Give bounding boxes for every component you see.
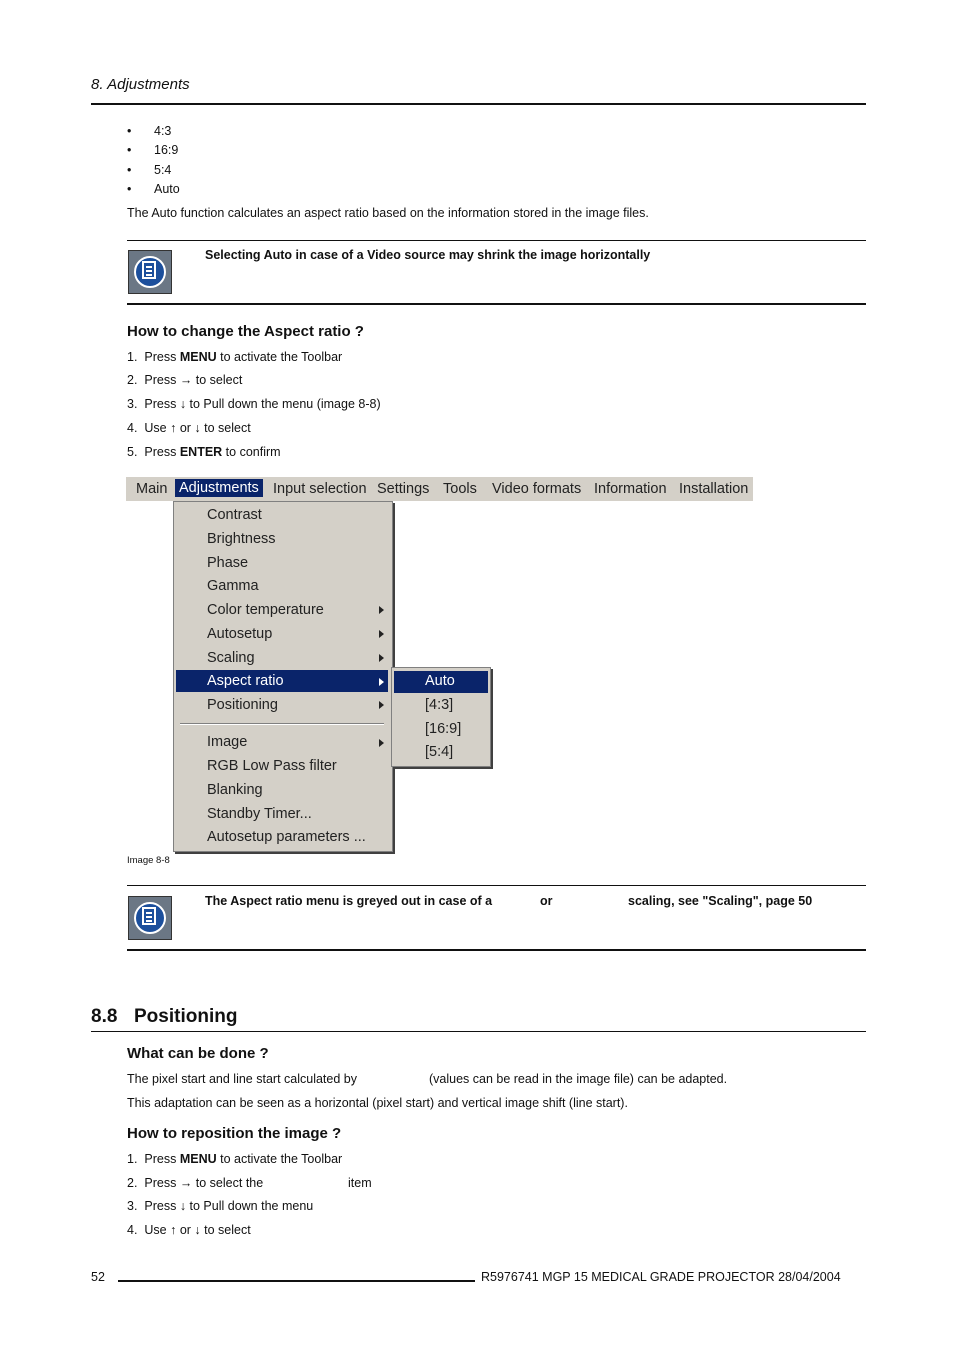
menu-item-standby-timer[interactable]: Standby Timer...	[207, 806, 312, 822]
note-rule-bottom	[127, 949, 866, 951]
submenu-item-5-4[interactable]: [5:4]	[425, 744, 454, 760]
menu-item-contrast[interactable]: Contrast	[207, 507, 262, 523]
menu-item-autosetup[interactable]: Autosetup	[207, 626, 273, 642]
chapter-header: 8. Adjustments	[91, 76, 190, 93]
header-rule	[91, 103, 866, 105]
menu-item-positioning[interactable]: Positioning	[207, 697, 278, 713]
submenu-item-auto[interactable]: Auto	[425, 673, 455, 689]
note-text-part1: The Aspect ratio menu is greyed out in case of a	[205, 894, 493, 908]
step-item: 4. Use ↑ or ↓ to select	[127, 1223, 251, 1237]
note-text: Selecting Auto in case of a Video source may shrink the image horizontally	[205, 248, 651, 262]
step-item: 3. Press ↓ to Pull down the menu (image 8-8)	[127, 397, 381, 411]
note-rule-top	[127, 885, 866, 886]
step-item: 2. Press → to select the	[127, 1176, 264, 1190]
menu-item-aspect-ratio[interactable]: Aspect ratio	[207, 673, 284, 689]
menu-item-brightness[interactable]: Brightness	[207, 531, 276, 547]
menu-item-autosetup-parameters[interactable]: Autosetup parameters ...	[207, 829, 366, 845]
aspect-ratio-submenu	[391, 667, 491, 767]
menu-item-color-temperature[interactable]: Color temperature	[207, 602, 324, 618]
step-item: 1. Press MENU to activate the Toolbar	[127, 1152, 343, 1166]
menu-separator	[180, 723, 384, 725]
step-item: 1. Press MENU to activate the Toolbar	[127, 350, 343, 364]
menu-bar	[126, 477, 753, 501]
chevron-right-icon	[379, 606, 384, 614]
chevron-right-icon	[379, 630, 384, 638]
list-item: • 16:9	[127, 143, 179, 157]
note-rule-top	[127, 240, 866, 241]
section-heading: What can be done ?	[127, 1045, 269, 1062]
note-rule-bottom	[127, 303, 866, 305]
menu-screenshot	[126, 477, 753, 853]
page-number: 52	[91, 1270, 105, 1284]
menu-tools[interactable]: Tools	[443, 481, 477, 497]
step-item: 5. Press ENTER to confirm	[127, 445, 281, 459]
menu-item-scaling[interactable]: Scaling	[207, 650, 255, 666]
image-caption: Image 8-8	[127, 855, 170, 866]
menu-item-gamma[interactable]: Gamma	[207, 578, 259, 594]
body-text: (values can be read in the image file) can be adapted.	[429, 1072, 728, 1086]
menu-main[interactable]: Main	[136, 481, 168, 497]
menu-information[interactable]: Information	[594, 481, 667, 497]
body-text: This adaptation can be seen as a horizontal (pixel start) and vertical image shift (line start).	[127, 1096, 628, 1110]
note-icon	[128, 896, 172, 940]
menu-input-selection[interactable]: Input selection	[273, 481, 367, 497]
menu-settings[interactable]: Settings	[377, 481, 430, 497]
list-item: • 5:4	[127, 163, 172, 177]
chevron-right-icon	[379, 654, 384, 662]
submenu-item-16-9[interactable]: [16:9]	[425, 721, 462, 737]
section-rule	[91, 1031, 866, 1032]
list-item: • Auto	[127, 182, 180, 196]
chevron-right-icon	[379, 739, 384, 747]
step-item: 4. Use ↑ or ↓ to select	[127, 421, 251, 435]
menu-item-rgb-low-pass[interactable]: RGB Low Pass filter	[207, 758, 337, 774]
menu-item-phase[interactable]: Phase	[207, 555, 249, 571]
list-item: • 4:3	[127, 124, 172, 138]
note-icon	[128, 250, 172, 294]
menu-video-formats[interactable]: Video formats	[492, 481, 582, 497]
chevron-right-icon	[379, 701, 384, 709]
auto-description: The Auto function calculates an aspect ratio based on the information stored in the image files.	[127, 206, 649, 220]
footer-rule	[118, 1280, 475, 1282]
body-text: The pixel start and line start calculated by	[127, 1072, 357, 1086]
note-text-part2: or	[540, 894, 553, 908]
step-item: 3. Press ↓ to Pull down the menu	[127, 1199, 314, 1213]
menu-item-image[interactable]: Image	[207, 734, 248, 750]
step-tail: item	[348, 1176, 372, 1190]
menu-adjustments[interactable]: Adjustments	[175, 479, 263, 497]
note-text-part3: scaling, see "Scaling", page 50	[628, 894, 813, 908]
footer-doc-info: R5976741 MGP 15 MEDICAL GRADE PROJECTOR 28/04/2004	[481, 1270, 841, 1284]
menu-installation[interactable]: Installation	[679, 481, 749, 497]
chevron-right-icon	[379, 678, 384, 686]
section-title: 8.8 Positioning	[91, 1006, 238, 1027]
menu-item-blanking[interactable]: Blanking	[207, 782, 263, 798]
step-item: 2. Press → to select	[127, 373, 243, 387]
adjustments-dropdown	[173, 501, 393, 852]
section-heading: How to change the Aspect ratio ?	[127, 323, 364, 340]
section-heading: How to reposition the image ?	[127, 1125, 342, 1142]
submenu-item-4-3[interactable]: [4:3]	[425, 697, 454, 713]
